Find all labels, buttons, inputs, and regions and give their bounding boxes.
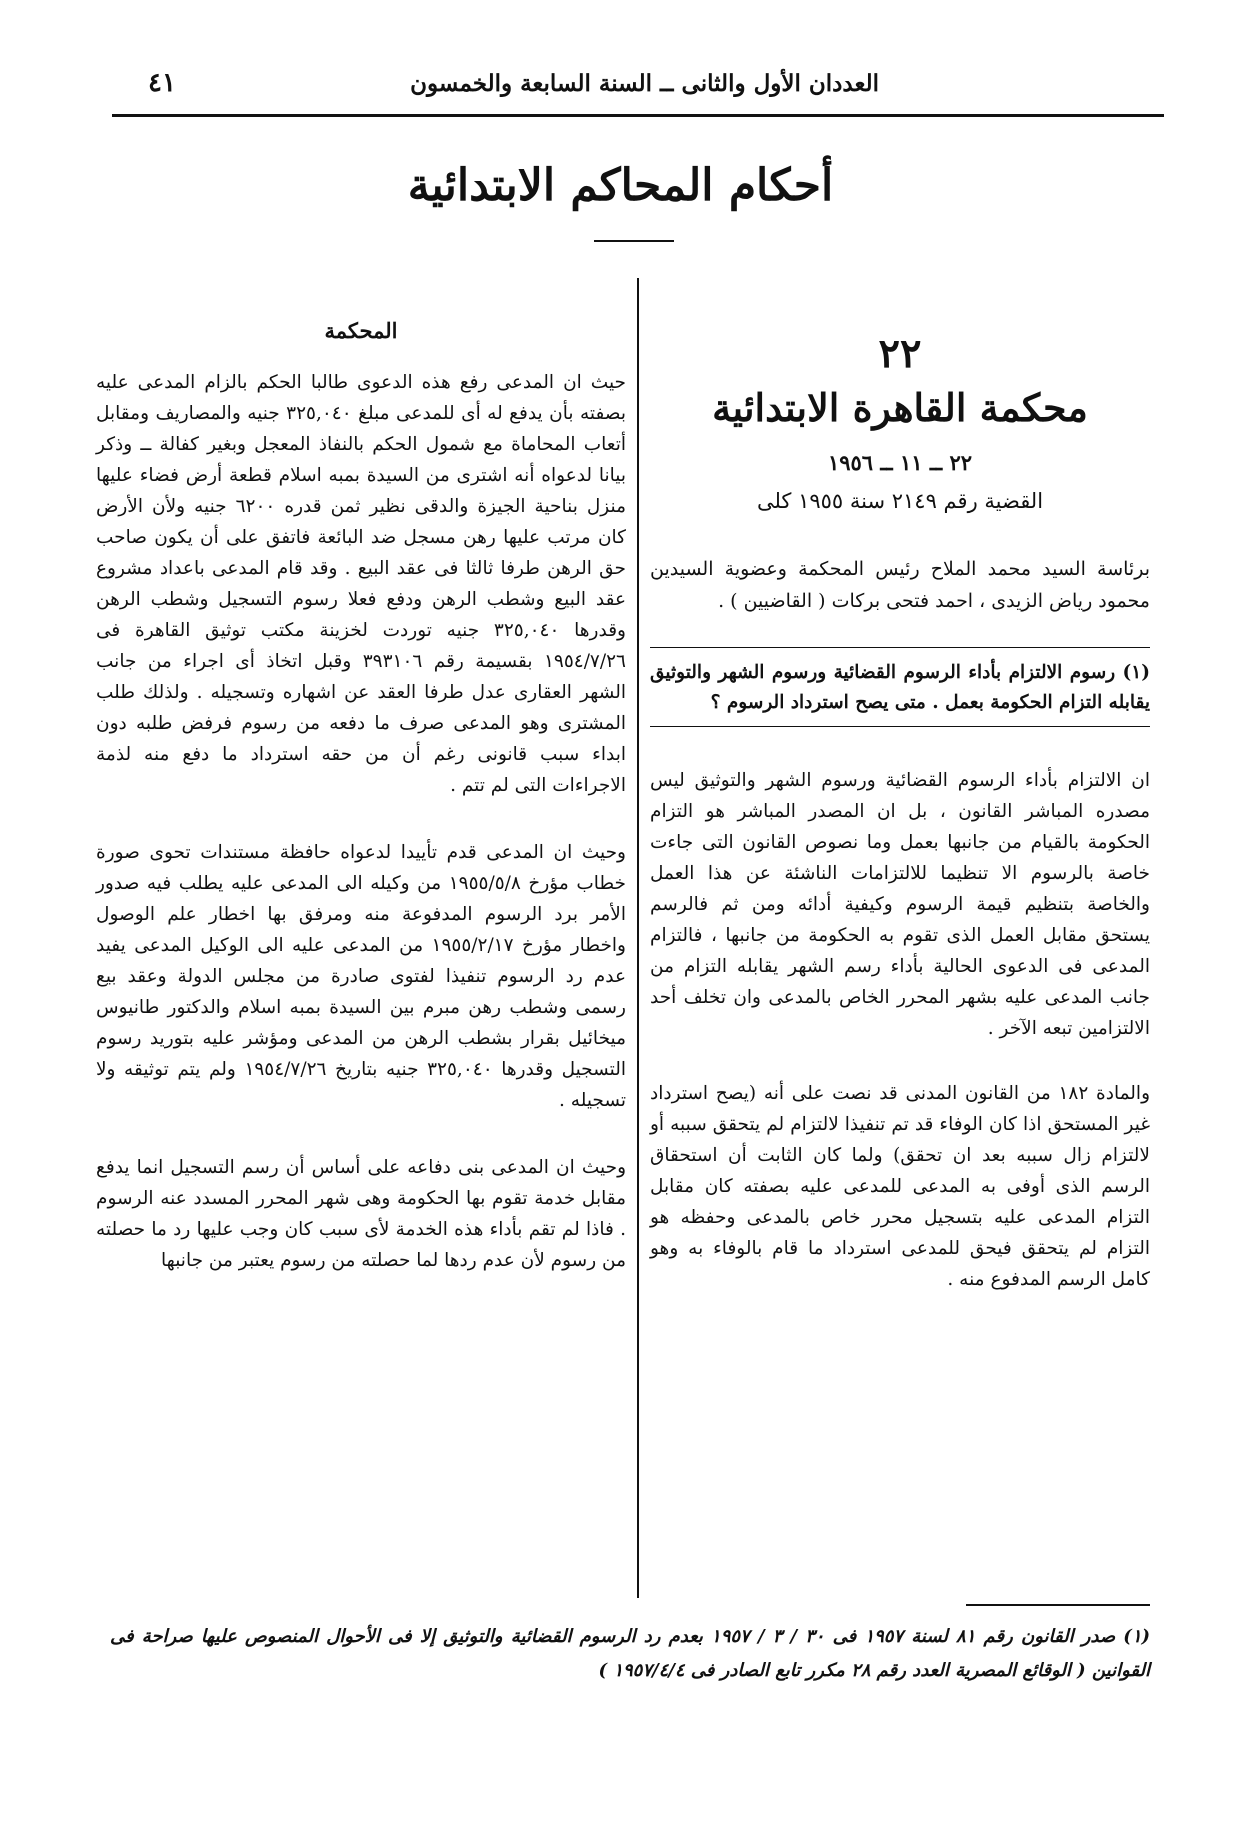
reasons-paragraph: حيث ان المدعى رفع هذه الدعوى طالبا الحكم بالزام المدعى عليه بصفته بأن يدفع له أى للمدعى مبلغ ٣٢٥,٠٤٠ جنيه والمصاريف ومقابل أتعاب المحاماة مع شمول الحكم بالنفاذ المعجل وبغير كفالة ــ وذكر بيانا لدعواه أنه اشترى من السيدة بمبه اسلام قطعة أرض فضاء عليها منزل بناحية الجيزة والدقى نظير ثمن قدره ٦٢٠٠ جنيه ولأن الأرض كان مرتب عليها رهن مسجل ضد البائعة فاتفق على أن يكون صاحب حق الرهن طرفا ثالثا فى عقد البيع . وقد قام المدعى باعداد مشروع عقد البيع وشطب الرهن ودفع فعلا رسوم التسجيل وشطب الرهن وقدرها ٣٢٥,٠٤٠ جنيه توردت لخزينة مكتب توثيق القاهرة فى ١٩٥٤/٧/٢٦ بقسيمة رقم ٣٩٣١٠٦ وقبل اتخاذ أى اجراء من جانب الشهر العقارى عدل طرفا العقد عن اشهاره وتسجيله . ولذلك طلب المشترى وهو المدعى صرف ما دفعه من رسوم فرفض طلبه دون ابداء سبب قانونى رغم أن من حقه استرداد ما دفع منه لذمة الاجراءات التى لم تتم . (96, 372, 627, 796)
headnote: (١) رسوم الالتزام بأداء الرسوم القضائية ورسوم الشهر والتوثيق يقابله التزام الحكومة بعمل . متى يصح استرداد الرسوم ؟ (650, 662, 1150, 713)
footnote: (١) صدر القانون رقم ٨١ لسنة ١٩٥٧ فى ٣٠ / ٣ / ١٩٥٧ بعدم رد الرسوم القضائية والتوثيق إلا فى الأحوال المنصوص عليها صراحة فى القوانين ( الوقائع المصرية العدد رقم ٢٨ مكرر تابع الصادر فى ١٩٥٧/٤/٤ ) (110, 1626, 1151, 1681)
case-date: ٢٢ ــ ١١ ــ ١٩٥٦ (827, 450, 973, 475)
headnote-top-rule (650, 647, 1150, 648)
reasons-paragraph: وحيث ان المدعى بنى دفاعه على أساس أن رسم التسجيل انما يدفع مقابل خدمة تقوم بها الحكومة وهى شهر المحرر المسدد عنه الرسوم . فاذا لم تقم بأداء هذه الخدمة لأى سبب كان وجب عليها رد ما حصلته من رسوم لأن عدم ردها لما حصلته من رسوم يعتبر من جانبها (96, 1157, 626, 1271)
running-header (112, 62, 1164, 108)
page-number: ٤١ (148, 68, 176, 98)
title-rule (594, 240, 674, 242)
reasons-heading: المحكمة (324, 318, 398, 343)
footnote-rule (966, 1604, 1150, 1606)
court-composition: برئاسة السيد محمد الملاح رئيس المحكمة وعضوية السيدين محمود رياض الزيدى ، احمد فتحى بركات ( القاضيين ) . (650, 558, 1150, 612)
reasons-paragraph: وحيث ان المدعى قدم تأييدا لدعواه حافظة مستندات تحوى صورة خطاب مؤرخ ١٩٥٥/٥/٨ من وكيله الى المدعى عليه يطلب فيه صدور الأمر برد الرسوم المدفوعة منه ومرفق بها اخطار علم الوصول واخطار مؤرخ ١٩٥٥/٢/١٧ من المدعى عليه الى الوكيل المدعى يفيد عدم رد الرسوم تنفيذا لفتوى صادرة من مجلس الدولة وعقد بيع رسمى وشطب رهن مبرم بين السيدة بمبه اسلام والدكتور طانيوس ميخائيل بقرار بشطب الرهن من المدعى ومؤشر عليه بتوريد رسوم التسجيل وقدرها ٣٢٥,٠٤٠ جنيه بتاريخ ١٩٥٤/٧/٢٦ ولم يتم توثيقه ولا تسجيله . (96, 842, 626, 1111)
court-name: محكمة القاهرة الابتدائية (712, 385, 1088, 430)
running-title: العددان الأول والثانى ــ السنة السابعة والخمسون (410, 70, 879, 97)
principle-paragraph: ان الالتزام بأداء الرسوم القضائية ورسوم الشهر والتوثيق ليس مصدره المباشر القانون ، بل ان المصدر المباشر هو التزام الحكومة بالقيام من جانبها بعمل وما نصوص القانون التى جاءت خاصة بالرسوم الا تنظيما للالتزامات الناشئة عن هذا العمل والخاصة بتنظيم قيمة الرسوم وكيفية أدائه ومن ثم فالرسم يستحق مقابل العمل الذى تقوم به الحكومة من جانبها ، فالتزام المدعى فى الدعوى الحالية بأداء رسم الشهر يقابله التزام من جانب المدعى عليه بشهر المحرر الخاص بالمدعى وان تخلف أحد الالتزامين تبعه الآخر . (650, 770, 1150, 1039)
left-column (96, 318, 626, 1312)
header-rule (112, 114, 1164, 117)
principle-paragraph: والمادة ١٨٢ من القانون المدنى قد نصت على أنه (يصح استرداد غير المستحق اذا كان الوفاء قد تم تنفيذا لالتزام لم يتحقق سببه أو لالتزام زال سببه بعد ان تحقق) ولما كان الثابت أن استحقاق الرسم الذى أوفى به المدعى للمدعى عليه بصفته كان مقابل التزام المدعى عليه بتسجيل محرر خاص بالمدعى وحفظه هو التزام لم يتحقق فيحق للمدعى استرداد ما قام بالوفاء به وهو كامل الرسم المدفوع منه . (650, 1083, 1150, 1290)
section-title: أحكام المحاكم الابتدائية (407, 160, 834, 211)
case-reference: القضية رقم ٢١٤٩ سنة ١٩٥٥ كلى (756, 489, 1044, 513)
right-column (650, 330, 1150, 1329)
headnote-bottom-rule (650, 726, 1150, 727)
column-divider (637, 278, 639, 1598)
case-number: ٢٢ (878, 330, 922, 377)
